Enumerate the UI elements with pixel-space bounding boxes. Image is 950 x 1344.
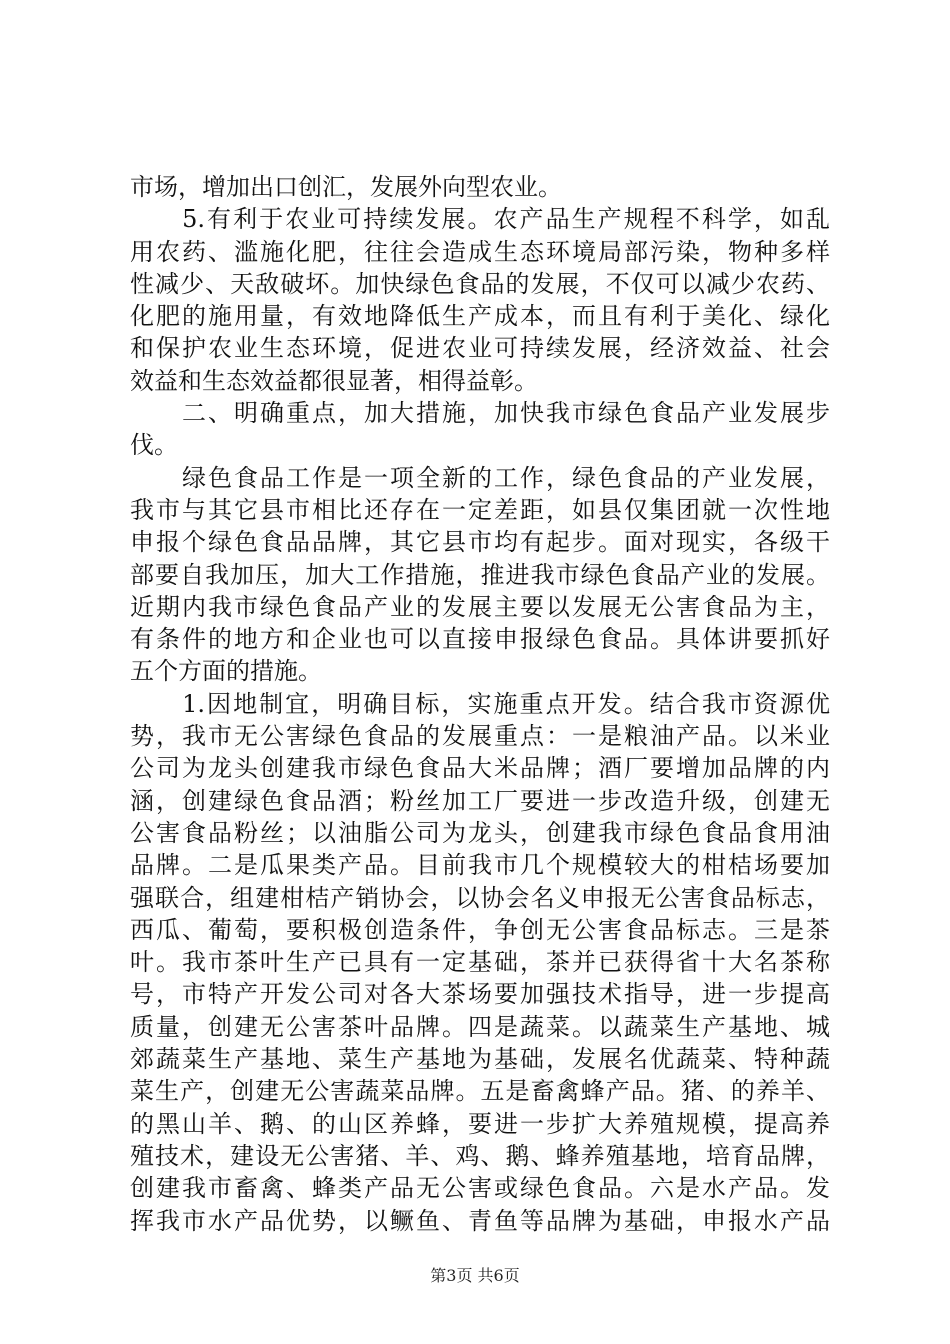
text-line: 市场，增加出口创汇，发展外向型农业。 (130, 173, 562, 201)
text-line: 近期内我市绿色食品产业的发展主要以发展无公害食品为主， (130, 592, 830, 621)
text-line: 势，我市无公害绿色食品的发展重点：一是粮油产品。以米业 (130, 722, 830, 751)
text-line: 号，市特产开发公司对各大茶场要加强技术指导，进一步提高 (130, 980, 830, 1009)
text-line: 的黑山羊、鹅、的山区养蜂，要进一步扩大养殖规模，提高养 (130, 1109, 830, 1138)
text-line: 品牌。二是瓜果类产品。目前我市几个规模较大的柑桔场要加 (130, 851, 830, 880)
text-line: 伐。 (130, 431, 178, 460)
text-line: 五个方面的措施。 (130, 657, 322, 686)
text-line: 化肥的施用量，有效地降低生产成本，而且有利于美化、绿化 (130, 302, 830, 331)
text-line: 质量，创建无公害茶叶品牌。四是蔬菜。以蔬菜生产基地、城 (130, 1012, 830, 1041)
text-line: 菜生产，创建无公害蔬菜品牌。五是畜禽蜂产品。猪、的养羊、 (130, 1077, 830, 1106)
text-line: 殖技术，建设无公害猪、羊、鸡、鹅、蜂养殖基地，培育品牌， (130, 1141, 830, 1170)
text-line: 部要自我加压，加大工作措施，推进我市绿色食品产业的发展。 (130, 560, 830, 589)
page-footer: 第3页 共6页 (430, 1266, 520, 1285)
text-line: 二、明确重点，加大措施，加快我市绿色食品产业发展步 (130, 399, 830, 428)
document-body (130, 171, 830, 1237)
text-line: 强联合，组建柑桔产销协会，以协会名义申报无公害食品标志， (130, 883, 830, 912)
text-line: 我市与其它县市相比还存在一定差距，如县仅集团就一次性地 (130, 495, 830, 524)
text-line: 西瓜、葡萄，要积极创造条件，争创无公害食品标志。三是茶 (130, 915, 830, 944)
text-line: 挥我市水产品优势，以鳜鱼、青鱼等品牌为基础，申报水产品 (130, 1206, 830, 1235)
text-line: 公害食品粉丝；以油脂公司为龙头，创建我市绿色食品食用油 (130, 818, 830, 847)
text-line: 绿色食品工作是一项全新的工作，绿色食品的产业发展， (130, 463, 830, 492)
text-line: 申报个绿色食品品牌，其它县市均有起步。面对现实，各级干 (130, 528, 830, 557)
text-line: 郊蔬菜生产基地、菜生产基地为基础，发展名优蔬菜、特种蔬 (130, 1045, 830, 1074)
text-line: 公司为龙头创建我市绿色食品大米品牌；酒厂要增加品牌的内 (130, 754, 830, 783)
text-line: 用农药、滥施化肥，往往会造成生态环境局部污染，物种多样 (130, 237, 830, 266)
text-line: 叶。我市茶叶生产已具有一定基础，茶并已获得省十大名茶称 (130, 948, 830, 977)
text-line: 1.因地制宜，明确目标，实施重点开发。结合我市资源优 (130, 689, 830, 718)
text-line: 和保护农业生态环境，促进农业可持续发展，经济效益、社会 (130, 334, 830, 363)
text-line: 创建我市畜禽、蜂类产品无公害或绿色食品。六是水产品。发 (130, 1174, 830, 1203)
text-line: 5.有利于农业可持续发展。农产品生产规程不科学，如乱 (130, 205, 830, 234)
text-line: 效益和生态效益都很显著，相得益彰。 (130, 366, 538, 395)
text-line: 性减少、天敌破坏。加快绿色食品的发展，不仅可以减少农药、 (130, 269, 830, 298)
text-line: 涵，创建绿色食品酒；粉丝加工厂要进一步改造升级，创建无 (130, 786, 830, 815)
text-line: 有条件的地方和企业也可以直接申报绿色食品。具体讲要抓好 (130, 625, 830, 654)
